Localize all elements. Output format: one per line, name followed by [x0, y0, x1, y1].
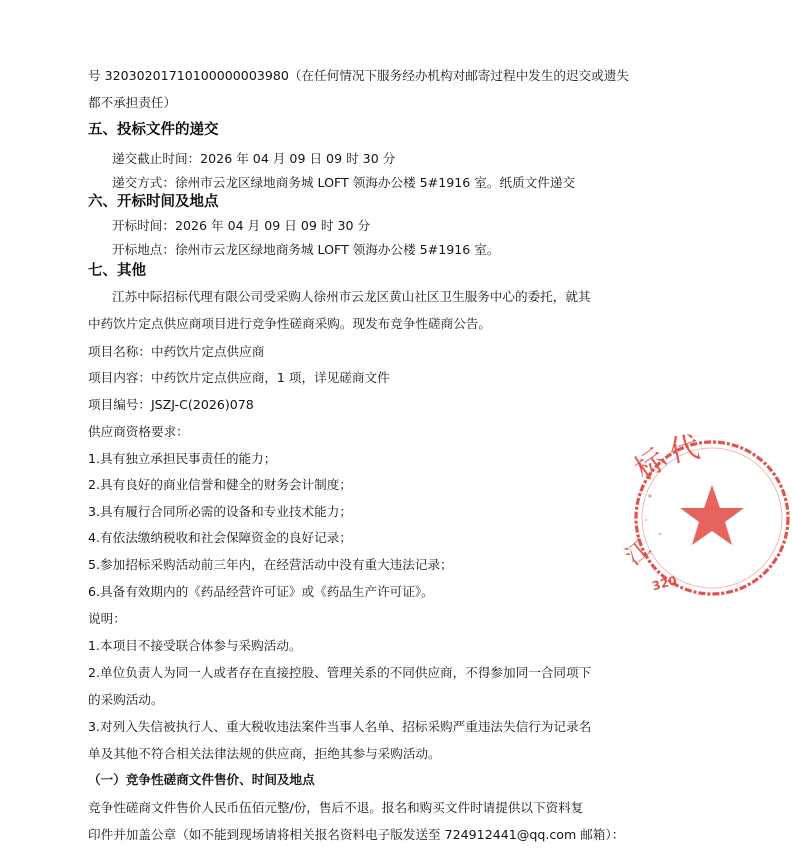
text-line-qualification-heading: 供应商资格要求：	[88, 424, 189, 439]
subsection-heading-document-sale: （一）竞争性磋商文件售价、时间及地点	[88, 772, 315, 787]
text-line-submission-deadline: 递交截止时间：2026 年 04 月 09 日 09 时 30 分	[112, 151, 396, 166]
text-line-project-content: 项目内容：中药饮片定点供应商，1 项，详见磋商文件	[88, 370, 390, 385]
list-item-qualification-1: 1.具有独立承担民事责任的能力；	[88, 451, 277, 466]
list-item-note-3: 3.对列入失信被执行人、重大税收违法案件当事人名单、招标采购严重违法失信行为记录名	[88, 719, 592, 734]
text-line-announcement: 中药饮片定点供应商项目进行竞争性磋商采购。现发布竞争性磋商公告。	[88, 316, 491, 331]
text-line-opening-location: 开标地点：徐州市云龙区绿地商务城 LOFT 领海办公楼 5#1916 室。	[112, 242, 500, 257]
section-heading-opening: 六、开标时间及地点	[88, 194, 219, 210]
section-heading-other: 七、其他	[88, 263, 146, 279]
list-item-qualification-2: 2.具有良好的商业信誉和健全的财务会计制度；	[88, 477, 352, 492]
section-heading-bid-submission: 五、投标文件的递交	[88, 122, 219, 138]
text-line-document-price: 竞争性磋商文件售价人民币伍佰元整/份，售后不退。报名和购买文件时请提供以下资料复	[88, 800, 584, 815]
text-line-notes-heading: 说明：	[88, 611, 126, 626]
svg-text:江: 江	[619, 533, 657, 571]
svg-text:代: 代	[666, 429, 703, 471]
company-seal-stamp	[619, 429, 792, 598]
text-line-submission-method: 递交方式：徐州市云龙区绿地商务城 LOFT 领海办公楼 5#1916 室。纸质文件递交	[112, 175, 576, 190]
list-item-qualification-6: 6.具备有效期内的《药品经营许可证》或《药品生产许可证》。	[88, 584, 434, 599]
list-item-qualification-5: 5.参加招标采购活动前三年内，在经营活动中没有重大违法记录；	[88, 557, 453, 572]
svg-text:标: 标	[628, 441, 674, 488]
list-item-note-2: 2.单位负责人为同一人或者存在直接控股、管理关系的不同供应商，不得参加同一合同项下	[88, 665, 592, 680]
list-item-note-3-continued: 单及其他不符合相关法律法规的供应商，拒绝其参与采购活动。	[88, 746, 441, 761]
text-line-document-requirements: 印件并加盖公章（如不能到现场请将相关报名资料电子版发送至 724912441@qq.com 邮箱）：	[88, 827, 625, 842]
list-item-qualification-3: 3.具有履行合同所必需的设备和专业技术能力；	[88, 504, 352, 519]
text-line-opening-time: 开标时间：2026 年 04 月 09 日 09 时 30 分	[112, 218, 371, 233]
svg-text:320: 320	[650, 573, 679, 594]
text-line-entrustment: 江苏中际招标代理有限公司受采购人徐州市云龙区黄山社区卫生服务中心的委托，就其	[112, 289, 591, 304]
text-line-phone-continuation: 号 32030201710100000003980（在任何情况下服务经办机构对邮寄过程中发生的迟交或遗失	[88, 68, 629, 83]
text-line-project-number: 项目编号：JSZJ-C(2026)078	[88, 397, 254, 412]
list-item-note-1: 1.本项目不接受联合体参与采购活动。	[88, 638, 302, 653]
text-line-project-name: 项目名称：中药饮片定点供应商	[88, 344, 265, 359]
list-item-qualification-4: 4.有依法缴纳税收和社会保障资金的良好记录；	[88, 530, 352, 545]
text-line-disclaimer-end: 都不承担责任）	[88, 95, 177, 110]
list-item-note-2-continued: 的采购活动。	[88, 692, 164, 707]
